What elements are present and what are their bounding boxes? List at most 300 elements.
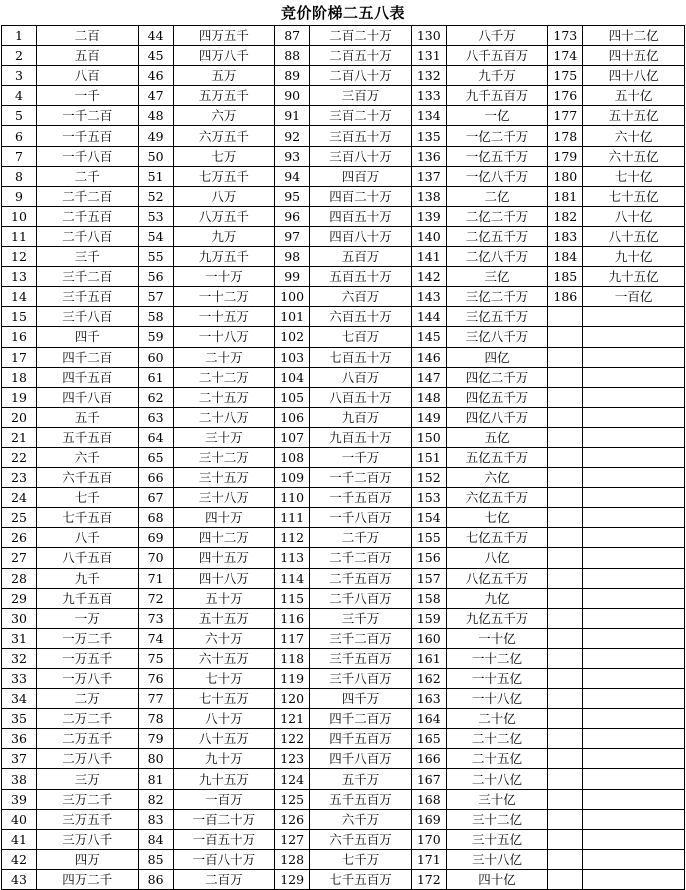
ladder-index-cell: 89 [275, 66, 310, 86]
ladder-amount-cell: 三万 [37, 769, 139, 789]
ladder-index-cell: 179 [548, 146, 583, 166]
empty-cell [583, 347, 685, 367]
ladder-amount-cell: 一亿五千万 [446, 146, 548, 166]
ladder-amount-cell: 八百五十万 [310, 387, 412, 407]
ladder-index-cell: 145 [411, 327, 446, 347]
ladder-amount-cell: 九万 [173, 226, 275, 246]
ladder-amount-cell: 二十万 [173, 347, 275, 367]
ladder-amount-cell: 七千五百 [37, 508, 139, 528]
empty-cell [583, 648, 685, 668]
ladder-amount-cell: 九十五亿 [583, 267, 685, 287]
ladder-index-cell: 92 [275, 126, 310, 146]
ladder-index-cell: 73 [138, 608, 173, 628]
ladder-amount-cell: 三百五十万 [310, 126, 412, 146]
ladder-index-cell: 116 [275, 608, 310, 628]
ladder-index-cell: 84 [138, 829, 173, 849]
ladder-amount-cell: 八百万 [310, 367, 412, 387]
ladder-amount-cell: 三千二百万 [310, 628, 412, 648]
ladder-index-cell: 17 [2, 347, 37, 367]
ladder-index-cell: 162 [411, 669, 446, 689]
ladder-index-cell: 22 [2, 447, 37, 467]
ladder-index-cell: 129 [275, 869, 310, 889]
ladder-amount-cell: 一万五千 [37, 648, 139, 668]
table-row [2, 488, 685, 508]
ladder-amount-cell: 二万五千 [37, 729, 139, 749]
ladder-index-cell: 152 [411, 468, 446, 488]
ladder-amount-cell: 八十五万 [173, 729, 275, 749]
ladder-index-cell: 95 [275, 186, 310, 206]
empty-cell [583, 488, 685, 508]
table-row [2, 66, 685, 86]
table-row [2, 387, 685, 407]
ladder-amount-cell: 一百五十万 [173, 829, 275, 849]
ladder-amount-cell: 四亿二千万 [446, 367, 548, 387]
table-row [2, 206, 685, 226]
table-row [2, 669, 685, 689]
empty-cell [548, 407, 583, 427]
empty-cell [548, 689, 583, 709]
ladder-index-cell: 52 [138, 186, 173, 206]
ladder-amount-cell: 一千二百 [37, 106, 139, 126]
ladder-index-cell: 154 [411, 508, 446, 528]
empty-cell [548, 367, 583, 387]
ladder-amount-cell: 八百 [37, 66, 139, 86]
empty-cell [548, 588, 583, 608]
empty-cell [548, 628, 583, 648]
ladder-amount-cell: 一十二万 [173, 287, 275, 307]
ladder-amount-cell: 九千五百万 [446, 86, 548, 106]
ladder-index-cell: 149 [411, 407, 446, 427]
ladder-amount-cell: 八十五亿 [583, 226, 685, 246]
table-row [2, 689, 685, 709]
ladder-index-cell: 183 [548, 226, 583, 246]
ladder-amount-cell: 七亿五千万 [446, 528, 548, 548]
ladder-index-cell: 158 [411, 588, 446, 608]
ladder-amount-cell: 六十万 [173, 628, 275, 648]
ladder-index-cell: 182 [548, 206, 583, 226]
ladder-amount-cell: 二十二亿 [446, 729, 548, 749]
ladder-index-cell: 14 [2, 287, 37, 307]
empty-cell [583, 829, 685, 849]
ladder-amount-cell: 一千万 [310, 447, 412, 467]
ladder-index-cell: 99 [275, 267, 310, 287]
table-row [2, 166, 685, 186]
ladder-amount-cell: 四十五亿 [583, 46, 685, 66]
table-row [2, 327, 685, 347]
ladder-amount-cell: 七十万 [173, 669, 275, 689]
ladder-index-cell: 85 [138, 849, 173, 869]
ladder-amount-cell: 四十五万 [173, 548, 275, 568]
ladder-amount-cell: 二十八万 [173, 407, 275, 427]
ladder-amount-cell: 一万二千 [37, 628, 139, 648]
empty-cell [583, 427, 685, 447]
ladder-amount-cell: 二亿五千万 [446, 226, 548, 246]
ladder-index-cell: 106 [275, 407, 310, 427]
ladder-amount-cell: 一十八亿 [446, 689, 548, 709]
ladder-amount-cell: 八千五百万 [446, 46, 548, 66]
ladder-index-cell: 166 [411, 749, 446, 769]
ladder-amount-cell: 五百万 [310, 247, 412, 267]
empty-cell [583, 749, 685, 769]
ladder-amount-cell: 七百五十万 [310, 347, 412, 367]
empty-cell [583, 689, 685, 709]
empty-cell [583, 548, 685, 568]
ladder-amount-cell: 四亿 [446, 347, 548, 367]
ladder-amount-cell: 二十二万 [173, 367, 275, 387]
ladder-amount-cell: 三万二千 [37, 789, 139, 809]
table-row [2, 548, 685, 568]
ladder-amount-cell: 一万 [37, 608, 139, 628]
ladder-index-cell: 60 [138, 347, 173, 367]
ladder-index-cell: 100 [275, 287, 310, 307]
ladder-index-cell: 79 [138, 729, 173, 749]
ladder-index-cell: 107 [275, 427, 310, 447]
ladder-index-cell: 48 [138, 106, 173, 126]
ladder-index-cell: 7 [2, 146, 37, 166]
ladder-index-cell: 117 [275, 628, 310, 648]
ladder-index-cell: 118 [275, 648, 310, 668]
ladder-amount-cell: 四万八千 [173, 46, 275, 66]
ladder-index-cell: 98 [275, 247, 310, 267]
ladder-index-cell: 151 [411, 447, 446, 467]
empty-cell [548, 528, 583, 548]
ladder-index-cell: 68 [138, 508, 173, 528]
empty-cell [583, 327, 685, 347]
ladder-index-cell: 163 [411, 689, 446, 709]
ladder-amount-cell: 六十五亿 [583, 146, 685, 166]
ladder-amount-cell: 三千五百 [37, 287, 139, 307]
ladder-index-cell: 128 [275, 849, 310, 869]
ladder-index-cell: 133 [411, 86, 446, 106]
ladder-amount-cell: 九千 [37, 568, 139, 588]
ladder-index-cell: 156 [411, 548, 446, 568]
ladder-index-cell: 9 [2, 186, 37, 206]
ladder-index-cell: 57 [138, 287, 173, 307]
ladder-amount-cell: 七十亿 [583, 166, 685, 186]
ladder-amount-cell: 四千五百万 [310, 729, 412, 749]
ladder-amount-cell: 二千二百 [37, 186, 139, 206]
ladder-amount-cell: 二十八亿 [446, 769, 548, 789]
ladder-index-cell: 2 [2, 46, 37, 66]
ladder-index-cell: 66 [138, 468, 173, 488]
ladder-amount-cell: 七百万 [310, 327, 412, 347]
ladder-amount-cell: 六万 [173, 106, 275, 126]
ladder-index-cell: 146 [411, 347, 446, 367]
empty-cell [548, 729, 583, 749]
ladder-index-cell: 43 [2, 869, 37, 889]
ladder-amount-cell: 四万五千 [173, 26, 275, 46]
ladder-index-cell: 33 [2, 669, 37, 689]
ladder-index-cell: 87 [275, 26, 310, 46]
ladder-index-cell: 173 [548, 26, 583, 46]
ladder-index-cell: 12 [2, 247, 37, 267]
ladder-amount-cell: 四千万 [310, 689, 412, 709]
ladder-index-cell: 26 [2, 528, 37, 548]
ladder-index-cell: 77 [138, 689, 173, 709]
ladder-amount-cell: 二万二千 [37, 709, 139, 729]
ladder-amount-cell: 一十八万 [173, 327, 275, 347]
ladder-index-cell: 83 [138, 809, 173, 829]
ladder-index-cell: 19 [2, 387, 37, 407]
ladder-index-cell: 153 [411, 488, 446, 508]
ladder-index-cell: 5 [2, 106, 37, 126]
ladder-index-cell: 30 [2, 608, 37, 628]
ladder-amount-cell: 八亿 [446, 548, 548, 568]
ladder-amount-cell: 二千八百 [37, 226, 139, 246]
ladder-amount-cell: 四千二百 [37, 347, 139, 367]
ladder-index-cell: 112 [275, 528, 310, 548]
table-row [2, 307, 685, 327]
ladder-index-cell: 167 [411, 769, 446, 789]
ladder-index-cell: 36 [2, 729, 37, 749]
ladder-amount-cell: 八十亿 [583, 206, 685, 226]
ladder-index-cell: 181 [548, 186, 583, 206]
table-row [2, 186, 685, 206]
ladder-amount-cell: 二千万 [310, 528, 412, 548]
ladder-index-cell: 165 [411, 729, 446, 749]
ladder-index-cell: 81 [138, 769, 173, 789]
ladder-index-cell: 16 [2, 327, 37, 347]
ladder-amount-cell: 五百 [37, 46, 139, 66]
ladder-index-cell: 108 [275, 447, 310, 467]
ladder-amount-cell: 四亿五千万 [446, 387, 548, 407]
empty-cell [548, 347, 583, 367]
ladder-amount-cell: 三千万 [310, 608, 412, 628]
ladder-amount-cell: 九十亿 [583, 247, 685, 267]
ladder-index-cell: 11 [2, 226, 37, 246]
ladder-index-cell: 159 [411, 608, 446, 628]
ladder-amount-cell: 一百二十万 [173, 809, 275, 829]
table-row [2, 849, 685, 869]
ladder-index-cell: 76 [138, 669, 173, 689]
ladder-amount-cell: 二亿 [446, 186, 548, 206]
ladder-amount-cell: 四千五百 [37, 367, 139, 387]
ladder-amount-cell: 二千五百 [37, 206, 139, 226]
table-row [2, 508, 685, 528]
ladder-index-cell: 31 [2, 628, 37, 648]
ladder-amount-cell: 四百五十万 [310, 206, 412, 226]
empty-cell [548, 488, 583, 508]
ladder-index-cell: 75 [138, 648, 173, 668]
ladder-index-cell: 136 [411, 146, 446, 166]
ladder-index-cell: 135 [411, 126, 446, 146]
ladder-index-cell: 46 [138, 66, 173, 86]
ladder-index-cell: 140 [411, 226, 446, 246]
ladder-index-cell: 134 [411, 106, 446, 126]
empty-cell [548, 508, 583, 528]
ladder-index-cell: 180 [548, 166, 583, 186]
ladder-amount-cell: 五十亿 [583, 86, 685, 106]
ladder-amount-cell: 三百万 [310, 86, 412, 106]
ladder-index-cell: 53 [138, 206, 173, 226]
ladder-index-cell: 20 [2, 407, 37, 427]
ladder-amount-cell: 六百五十万 [310, 307, 412, 327]
empty-cell [583, 468, 685, 488]
empty-cell [583, 608, 685, 628]
ladder-amount-cell: 六千 [37, 447, 139, 467]
ladder-amount-cell: 三十二万 [173, 447, 275, 467]
ladder-index-cell: 10 [2, 206, 37, 226]
table-row [2, 447, 685, 467]
ladder-index-cell: 142 [411, 267, 446, 287]
ladder-amount-cell: 九亿 [446, 588, 548, 608]
ladder-index-cell: 61 [138, 367, 173, 387]
ladder-amount-cell: 五十五亿 [583, 106, 685, 126]
empty-cell [548, 769, 583, 789]
ladder-index-cell: 23 [2, 468, 37, 488]
ladder-index-cell: 148 [411, 387, 446, 407]
ladder-index-cell: 51 [138, 166, 173, 186]
ladder-amount-cell: 九千万 [446, 66, 548, 86]
ladder-amount-cell: 三十五万 [173, 468, 275, 488]
ladder-index-cell: 64 [138, 427, 173, 447]
ladder-index-cell: 101 [275, 307, 310, 327]
ladder-index-cell: 141 [411, 247, 446, 267]
ladder-amount-cell: 八千五百 [37, 548, 139, 568]
ladder-amount-cell: 二十五亿 [446, 749, 548, 769]
ladder-index-cell: 111 [275, 508, 310, 528]
empty-cell [548, 809, 583, 829]
ladder-index-cell: 186 [548, 287, 583, 307]
table-row [2, 749, 685, 769]
ladder-amount-cell: 六十五万 [173, 648, 275, 668]
table-row [2, 347, 685, 367]
ladder-index-cell: 147 [411, 367, 446, 387]
ladder-amount-cell: 六千五百万 [310, 829, 412, 849]
ladder-index-cell: 27 [2, 548, 37, 568]
ladder-amount-cell: 二百八十万 [310, 66, 412, 86]
ladder-amount-cell: 七万五千 [173, 166, 275, 186]
table-row [2, 26, 685, 46]
ladder-index-cell: 115 [275, 588, 310, 608]
ladder-index-cell: 171 [411, 849, 446, 869]
ladder-amount-cell: 一十万 [173, 267, 275, 287]
ladder-index-cell: 90 [275, 86, 310, 106]
empty-cell [583, 387, 685, 407]
ladder-index-cell: 47 [138, 86, 173, 106]
empty-cell [583, 568, 685, 588]
ladder-amount-cell: 五万五千 [173, 86, 275, 106]
ladder-amount-cell: 五千万 [310, 769, 412, 789]
table-row [2, 226, 685, 246]
ladder-index-cell: 45 [138, 46, 173, 66]
ladder-amount-cell: 七亿 [446, 508, 548, 528]
ladder-index-cell: 110 [275, 488, 310, 508]
ladder-amount-cell: 三十八万 [173, 488, 275, 508]
ladder-index-cell: 155 [411, 528, 446, 548]
empty-cell [583, 769, 685, 789]
ladder-index-cell: 94 [275, 166, 310, 186]
ladder-index-cell: 39 [2, 789, 37, 809]
ladder-amount-cell: 三千八百 [37, 307, 139, 327]
empty-cell [548, 869, 583, 889]
ladder-amount-cell: 六亿 [446, 468, 548, 488]
ladder-index-cell: 80 [138, 749, 173, 769]
empty-cell [583, 588, 685, 608]
ladder-amount-cell: 七万 [173, 146, 275, 166]
ladder-index-cell: 131 [411, 46, 446, 66]
ladder-amount-cell: 三十亿 [446, 789, 548, 809]
ladder-amount-cell: 八千万 [446, 26, 548, 46]
ladder-amount-cell: 一千八百万 [310, 508, 412, 528]
ladder-amount-cell: 六千五百 [37, 468, 139, 488]
ladder-amount-cell: 一亿 [446, 106, 548, 126]
ladder-amount-cell: 四千二百万 [310, 709, 412, 729]
ladder-amount-cell: 二千八百万 [310, 588, 412, 608]
ladder-amount-cell: 八万 [173, 186, 275, 206]
ladder-amount-cell: 七十五亿 [583, 186, 685, 206]
ladder-index-cell: 91 [275, 106, 310, 126]
ladder-index-cell: 144 [411, 307, 446, 327]
ladder-amount-cell: 四十万 [173, 508, 275, 528]
ladder-index-cell: 6 [2, 126, 37, 146]
ladder-index-cell: 97 [275, 226, 310, 246]
ladder-index-cell: 172 [411, 869, 446, 889]
ladder-index-cell: 150 [411, 427, 446, 447]
ladder-index-cell: 103 [275, 347, 310, 367]
empty-cell [583, 447, 685, 467]
empty-cell [548, 749, 583, 769]
empty-cell [583, 789, 685, 809]
ladder-index-cell: 122 [275, 729, 310, 749]
empty-cell [548, 648, 583, 668]
ladder-amount-cell: 二亿八千万 [446, 247, 548, 267]
ladder-index-cell: 124 [275, 769, 310, 789]
table-row [2, 287, 685, 307]
empty-cell [548, 427, 583, 447]
ladder-index-cell: 63 [138, 407, 173, 427]
empty-cell [583, 669, 685, 689]
table-row [2, 608, 685, 628]
ladder-index-cell: 55 [138, 247, 173, 267]
ladder-index-cell: 44 [138, 26, 173, 46]
ladder-amount-cell: 二十亿 [446, 709, 548, 729]
ladder-index-cell: 127 [275, 829, 310, 849]
table-row [2, 789, 685, 809]
ladder-amount-cell: 七千万 [310, 849, 412, 869]
table-row [2, 588, 685, 608]
empty-cell [583, 628, 685, 648]
ladder-amount-cell: 五千五百 [37, 427, 139, 447]
ladder-amount-cell: 三十二亿 [446, 809, 548, 829]
ladder-amount-cell: 九百五十万 [310, 427, 412, 447]
ladder-amount-cell: 三百八十万 [310, 146, 412, 166]
ladder-index-cell: 175 [548, 66, 583, 86]
ladder-index-cell: 125 [275, 789, 310, 809]
table-row [2, 528, 685, 548]
ladder-index-cell: 38 [2, 769, 37, 789]
ladder-amount-cell: 九十五万 [173, 769, 275, 789]
table-row [2, 427, 685, 447]
ladder-index-cell: 40 [2, 809, 37, 829]
ladder-amount-cell: 四十八亿 [583, 66, 685, 86]
ladder-index-cell: 130 [411, 26, 446, 46]
ladder-index-cell: 121 [275, 709, 310, 729]
ladder-index-cell: 74 [138, 628, 173, 648]
ladder-amount-cell: 八万五千 [173, 206, 275, 226]
ladder-amount-cell: 二千二百万 [310, 548, 412, 568]
empty-cell [548, 568, 583, 588]
ladder-amount-cell: 六千万 [310, 809, 412, 829]
ladder-amount-cell: 三亿五千万 [446, 307, 548, 327]
table-row [2, 829, 685, 849]
ladder-index-cell: 109 [275, 468, 310, 488]
ladder-index-cell: 132 [411, 66, 446, 86]
ladder-amount-cell: 四千 [37, 327, 139, 347]
page-title: 竞价阶梯二五八表 [280, 4, 405, 22]
table-row [2, 106, 685, 126]
ladder-index-cell: 24 [2, 488, 37, 508]
